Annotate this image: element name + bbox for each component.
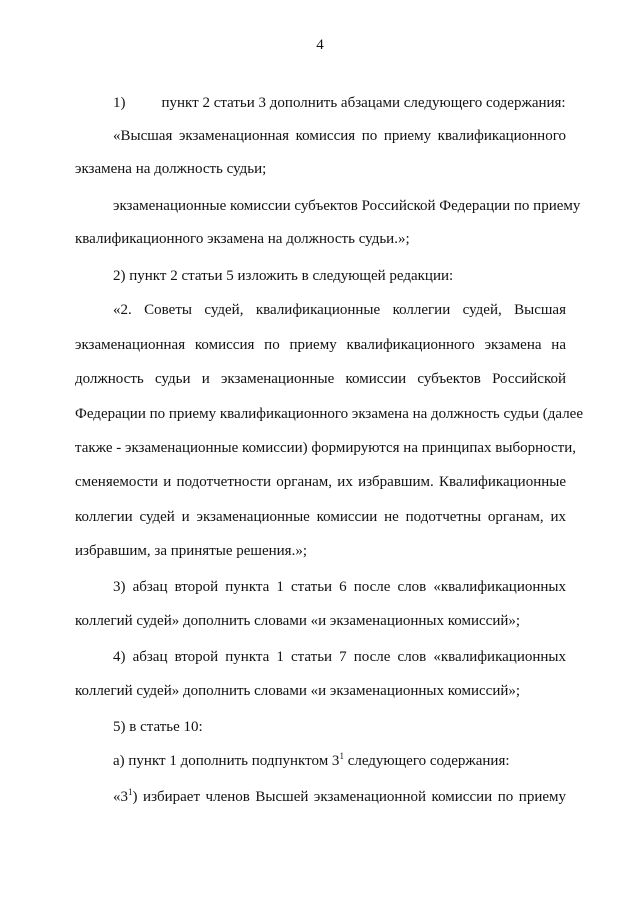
text-line [113,752,510,770]
text-line: 4) абзац второй пункта 1 статьи 7 после слов «квалификационных [113,649,566,665]
text-line: коллегий судей» дополнить словами «и экзаменационных комиссий»; [75,683,521,699]
page-number: 4 [316,37,324,53]
superscript: 1 [128,787,133,797]
paragraph-1-line [113,94,566,112]
text-line: также - экзаменационные комиссии) формируются на принципах выборности, [75,440,576,456]
text-line: экзаменационные комиссии субъектов Российской Федерации по приему [113,198,581,214]
text-line: коллегии судей и экзаменационные комиссии не подотчетны органам, их [75,509,566,525]
superscript: 1 [339,751,344,761]
list-number: 1) [113,95,126,111]
text-segment: а) пункт 1 дополнить подпунктом 3 [113,753,340,769]
text-line: Федерации по приему квалификационного экзамена на должность судьи (далее [75,406,584,422]
text-line: квалификационного экзамена на должность судьи.»; [75,231,410,247]
text-segment: ) избирает членов Высшей экзаменационной комиссии по приему [132,789,566,805]
text-line: избравшим, за принятые решения.»; [75,543,307,559]
text-line: должность судьи и экзаменационные комиссии субъектов Российской [75,371,566,387]
text-line: экзамена на должность судьи; [75,161,267,177]
text-line: 3) абзац второй пункта 1 статьи 6 после слов «квалификационных [113,579,566,595]
text-line: «Высшая экзаменационная комиссия по приему квалификационного [113,128,566,144]
list-text: пункт 2 статьи 3 дополнить абзацами следующего содержания: [161,95,566,111]
text-line: «2. Советы судей, квалификационные коллегии судей, Высшая [113,302,566,318]
text-line: 5) в статье 10: [113,719,203,735]
text-line [113,788,566,806]
text-line: экзаменационная комиссия по приему квалификационного экзамена на [75,337,566,353]
text-segment: «3 [113,789,128,805]
text-line: 2) пункт 2 статьи 5 изложить в следующей редакции: [113,268,454,284]
text-line: коллегий судей» дополнить словами «и экзаменационных комиссий»; [75,613,521,629]
text-segment: следующего содержания: [343,753,510,769]
text-line: сменяемости и подотчетности органам, их избравшим. Квалификационные [75,474,566,490]
